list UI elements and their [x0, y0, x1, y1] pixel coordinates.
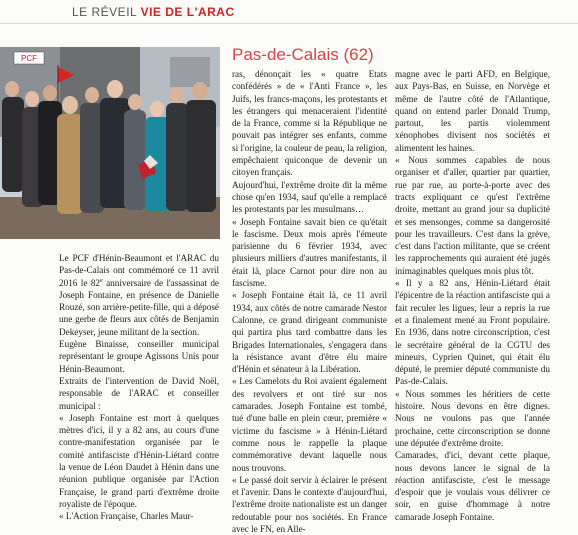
paragraph: « Les Camelots du Roi avaient également des revolvers et ont tiré sur nos camarades. Joseph Fontaine est tombé, tué d'une balle en plein cœur, première « victime du fascisme » à Hénin-Liétard comme nous le rappelle la plaque commémorative devant laquelle nous nous trouvons. [232, 376, 387, 473]
brand-publication: LE RÉVEIL [72, 5, 141, 19]
group-photo-drawing [0, 47, 220, 239]
paragraph: « Joseph Fontaine est mort à quelques mètres d'ici, il y a 82 ans, au cours d'une contre-manifestation organisée par le comité antifasciste d'Hénin-Liétard contre la venue de Léon Daudet à Hénin dans une réunion publique organisée par l'Action Française, le grand parti d'extrême droite royaliste de l'époque. [59, 412, 219, 509]
paragraph: Extraits de l'intervention de David Noël, responsable de l'ARAC et conseiller municipal : [59, 375, 219, 411]
page-header [0, 0, 578, 24]
article-column-3 [395, 68, 550, 523]
brand-section: VIE DE L'ARAC [140, 5, 235, 19]
article-column-1 [59, 252, 219, 523]
article-column-2 [232, 68, 387, 535]
paragraph: ras, dénonçait les « quatre Etats confédérés » de « l'Anti France », les Juifs, les francs-maçons, les protestants et les étrangers qui menaceraient l'identité de la France, comme si la République ne pouvait pas intégrer ses enfants, comme si l'origine, la couleur de peau, la religion, empêchaient quiconque de devenir un citoyen français. [232, 69, 387, 178]
region-title: Pas-de-Calais (62) [232, 45, 374, 64]
paragraph: « Joseph Fontaine savait bien ce qu'était le fascisme. Deux mois après l'émeute parisienne du 6 février 1934, avec plusieurs milliers d'autres manifestants, il était là, place Carnot pour dire non au fascisme. [232, 216, 387, 289]
paragraph: Le PCF d'Hénin-Beaumont et l'ARAC du Pas-de-Calais ont commémoré ce 11 avril 2016 le 82e anniversaire de l'assassinat de Joseph Fontaine, en présence de Danielle Rouzé, son arrière-petite-fille, qui a déposé une gerbe de fleurs aux côtés de Benjamin Dekeyser, jeune militant de la section. [59, 253, 219, 337]
header-divider [0, 23, 578, 24]
paragraph: « Il y a 82 ans, Hénin-Liétard était l'épicentre de la réaction antifasciste qui a fait reculer les ligues, leur a repris la rue et a finalement mené au Front populaire. En 1936, dans notre circonscription, c'est le secrétaire général de la CGTU des mineurs, Cyprien Quinet, qui était élu député, le premier député communiste du Pas-de-Calais. [395, 278, 550, 387]
paragraph: magne avec le parti AFD, en Belgique, aux Pays-Bas, en Suisse, en Norvège et même de l'autre côté de l'Atlantique, quand on entend parler Donald Trump, partout, les partis violemment xénophobes divisent nos sociétés et alimentent les haines. [395, 69, 550, 153]
paragraph: « Nous sommes les héritiers de cette histoire. Nous devons en être dignes. Nous ne voulons pas que l'année prochaine, cette circonscription se donne une députée d'extrême droite. [395, 388, 550, 448]
paragraph: « Nous sommes capables de nous organiser et d'aller, quartier par quartier, rue par rue, au porte-à-porte avec des tracts expliquant ce qu'est l'extrême droite, mettant au grand jour sa duplicité et ses mensonges, comme sa dangerosité pour les travailleurs. C'est dans la grève, c'est dans l'action militante, que se créent les rapprochements qui auraient été jugés inimaginables quelques mois plus tôt. [395, 155, 550, 276]
sign-text: PCF [21, 54, 37, 63]
paragraph: Camarades, d'ici, devant cette plaque, nous devons lancer le signal de la réaction antifasciste, c'est le message d'espoir que je voulais vous délivrer ce soir, en guise d'hommage à notre camarade Joseph Fontaine. [395, 450, 550, 522]
group-photo-image [0, 47, 220, 239]
paragraph: « Le passé doit servir à éclairer le présent et l'avenir. Dans le contexte d'aujourd'hui, l'extrême droite nationaliste est un danger redoutable pour nos sociétés. En France avec le FN, en Alle- [232, 474, 387, 534]
paragraph: « Joseph Fontaine était là, ce 11 avril 1934, aux côtés de notre camarade Nestor Calonne, ce grand dirigeant communiste qui partira plus tard combattre dans les Brigades Internationales, s'engagera dans la résistance avant d'être élu maire d'Hénin et sénateur à la Libération. [232, 290, 387, 375]
paragraph: Eugène Binaisse, conseiller municipal représentant le groupe Agissons Unis pour Hénin-Beaumont. [59, 339, 219, 374]
section-brand [72, 5, 235, 19]
paragraph: « L'Action Française, Charles Maur- [59, 511, 194, 522]
paragraph: Aujourd'hui, l'extrême droite dit la même chose qu'en 1934, sauf qu'elle a remplacé les protestants par les musulmans… [232, 179, 387, 215]
